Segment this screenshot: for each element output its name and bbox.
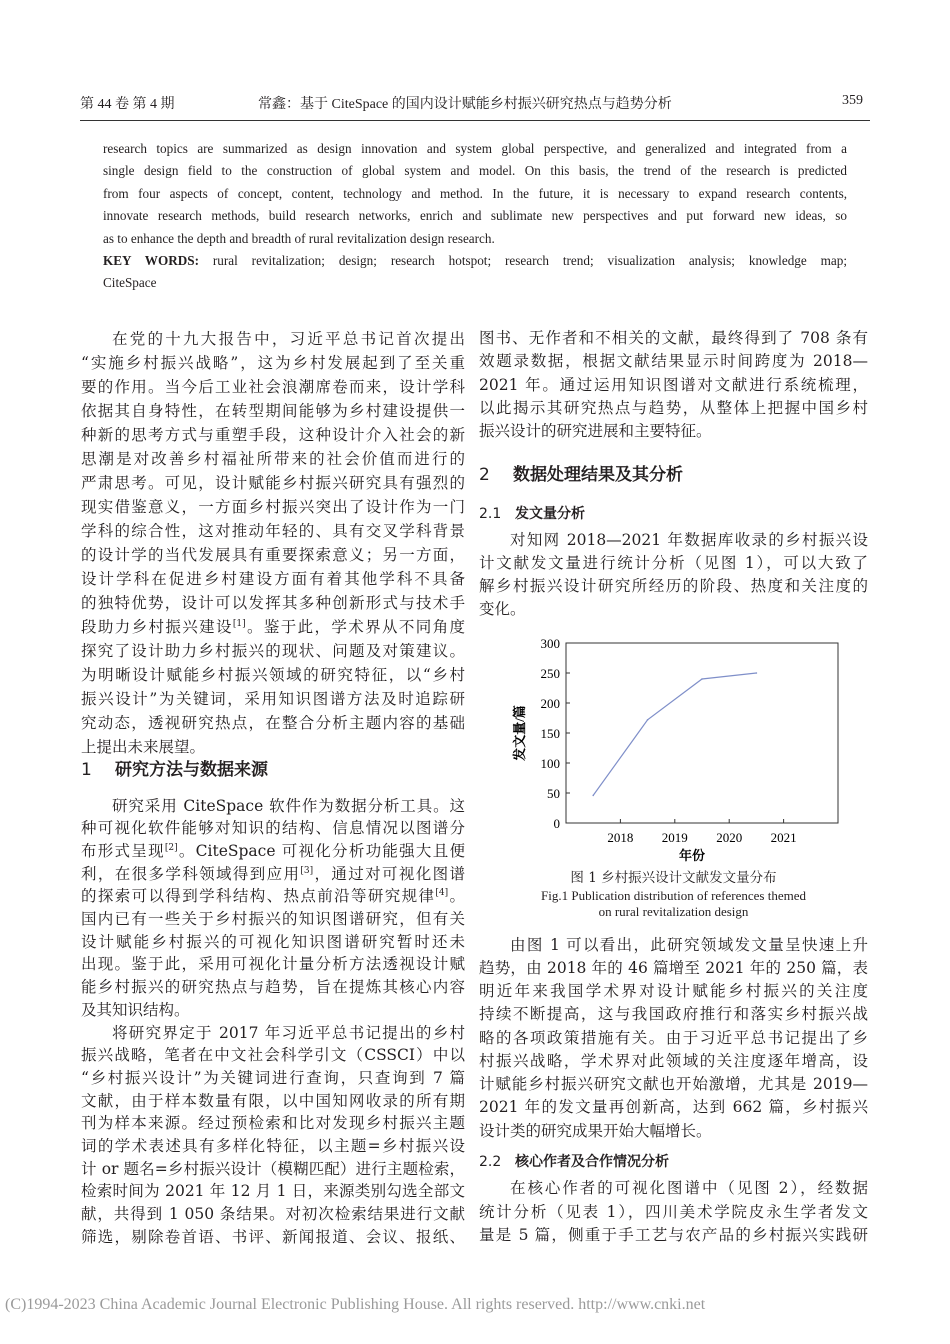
abstract-line: as to enhance the depth and breadth of rural revitalization design research. [103,230,495,246]
method-paragraphs [81,795,465,1249]
text-line: 计赋能乡村振兴研究文献也开始激增，尤其是 2019— [479,1075,868,1093]
text-line: 研究采用 CiteSpace 软件作为数据分析工具。这 [112,796,465,815]
citation-ref: [2] [164,842,178,853]
publication-paragraph [479,529,868,621]
text-segment: ，通过对可视化图谱 [313,864,465,883]
text-line: 能乡村振兴的研究热点与趋势，旨在提炼其核心内容 [81,978,465,997]
text-line: 上提出未来展望。 [81,738,206,756]
text-line [81,885,465,908]
text-line: 略的各项政策措施有关。由于习近平总书记提出了乡 [479,1028,868,1047]
text-line [81,615,465,639]
abstract-line: research topics are summarized as design innovation and system global perspective, and generalized and integrated from a [103,141,847,156]
y-tick-label: 0 [553,816,560,831]
copyright-footer: (C)1994-2023 China Academic Journal Electronic Publishing House. All rights reserved. http://www.cnki.net [5,1296,706,1313]
text-line: 探究了设计助力乡村振兴的现状、问题及对策建议。 [81,642,465,660]
subsection-title: 发文量分析 [515,506,585,522]
analysis-paragraph [479,934,868,1143]
text-segment: 。 [448,887,465,906]
text-line: 持续不断提高，这与我国政府推行和落实乡村振兴战 [479,1005,868,1024]
text-line: 种可视化软件能够对知识的结构、信息情况以图谱分 [81,819,465,838]
y-tick-label: 50 [547,786,560,801]
text-line: 计文献发文量进行统计分析（见图 1），可以大致了 [479,553,868,572]
abstract-line: innovate research methods, build research networks, enrich and sublimate new perspectives and put forward new ideas, so [103,208,847,224]
text-line: 振兴设计”为关键词，采用知识图谱方法及时追踪研 [81,690,465,708]
journal-issue: 第 44 卷 第 4 期 [80,97,175,112]
text-line: 振兴设计的研究进展和主要特征。 [479,422,712,441]
y-tick-label: 150 [540,726,560,741]
data-point [647,719,649,721]
running-title: 常鑫：基于 CiteSpace 的国内设计赋能乡村振兴研究热点与趋势分析 [258,97,672,112]
subsection-number: 2.2 [479,1154,502,1170]
text-segment: 利，在很多学科领域得到应用 [81,864,301,883]
text-line: 设计赋能乡村振兴的可视化知识图谱研究暂时还未 [81,932,465,951]
subsection-2-2-heading [479,1151,669,1171]
text-line: 以此揭示其研究热点与趋势，从整体上把握中国乡村 [479,398,868,417]
text-line: 思潮是对改善乡村福祉所带来的社会价值而进行的 [81,450,465,468]
text-line: 国内已有一些关于乡村振兴的知识图谱研究，但有关 [81,910,465,929]
y-tick-label: 300 [540,636,560,651]
citation-ref: [3] [300,865,314,876]
abstract-line: single design field to the construction of global system and model. On this basis, the trend of the research is predicted [103,163,847,179]
text-line: 解乡村振兴设计研究所经历的阶段、热度和关注度的 [479,576,868,595]
text-line: 村振兴战略，学术界对此领域的关注度逐年增高，设 [479,1051,868,1070]
text-line: 要的作用。当今后工业社会浪潮席卷而来，设计学科 [81,378,465,396]
x-tick-label: 2018 [607,830,634,845]
section-title: 数据处理结果及其分析 [513,465,683,485]
citation-ref: [4] [435,888,449,899]
text-line: 文献，由于样本数量有限，以中国知网收录的所有期 [81,1091,465,1110]
text-line: 及其知识结构。 [81,1000,190,1019]
text-line: 设计类的研究成果开始大幅增长。 [479,1121,712,1140]
text-line: 献，共得到 1 050 条结果。对初次检索结果进行文献 [81,1205,465,1224]
x-axis-label: 年份 [678,848,706,863]
text-segment: 。鉴于此，学术界从不同角度 [245,618,465,636]
subsection-2-1-heading [479,503,585,523]
page-number: 359 [842,93,863,108]
section-1-heading [81,755,268,780]
text-line: “乡村振兴设计”为关键词进行查询，只查询到 7 篇 [81,1068,465,1087]
text-line: 的设计学的当代发展具有重要探索意义；另一方面， [81,546,465,564]
section-2-heading [479,460,683,485]
citation-ref: [1] [232,619,246,629]
data-point [592,795,594,797]
section-number: 2 [479,465,490,485]
series-line [593,673,756,795]
keywords-label: KEY WORDS: [103,253,199,269]
y-tick-label: 100 [540,756,560,771]
text-line: 对知网 2018—2021 年数据库收录的乡村振兴设 [510,530,868,549]
section-title: 研究方法与数据来源 [115,760,268,780]
text-line [81,840,465,863]
keywords-text: rural revitalization; design; research hotspot; research trend; visualization analysis; knowledge map; [198,253,848,269]
x-tick-label: 2020 [716,830,743,845]
header-rule [80,120,870,121]
text-line: 效题录数据，根据文献结果显示时间跨度为 2018— [479,352,868,371]
subsection-number: 2.1 [479,506,502,522]
text-line: 在党的十九大报告中，习近平总书记首次提出 [112,330,465,348]
continued-paragraph [479,327,868,443]
text-line: 由图 1 可以看出，此研究领域发文量呈快速上升 [510,935,868,954]
y-tick-label: 200 [540,696,560,711]
y-axis-label: 发文量/篇 [512,705,527,761]
figure-caption-en-cont: on rural revitalization design [598,904,749,919]
text-line: 检索时间为 2021 年 12 月 1 日，来源类别勾选全部文 [81,1182,465,1201]
text-line: 词的学术表述具有多样化特征，以主题=乡村振兴设 [81,1137,465,1156]
section-number: 1 [81,760,92,780]
keywords-cont: CiteSpace [103,275,157,291]
plot-frame [566,643,838,823]
text-line: 筛选，剔除卷首语、书评、新闻报道、会议、报纸、 [81,1227,465,1246]
text-line: 2021 年的发文量再创新高，达到 662 篇，乡村振兴 [479,1098,868,1117]
text-segment: 布形式呈现 [81,841,165,860]
text-line: 在核心作者的可视化图谱中（见图 2），经数据 [510,1179,868,1197]
text-line: 变化。 [479,599,526,618]
x-tick-label: 2019 [661,830,688,845]
text-line: 出现。鉴于此，采用可视化计量分析方法透视设计赋 [81,955,465,974]
text-line: 刊为样本来源。经过预检索和比对发现乡村振兴主题 [81,1114,465,1133]
text-segment: 。CiteSpace 可视化分析功能强大且便 [177,841,465,860]
text-line: 统计分析（见表 1），四川美术学院皮永生学者发文 [479,1202,868,1221]
text-line: 趋势，由 2018 年的 46 篇增至 2021 年的 250 篇，表 [479,958,868,977]
text-line: 严肃思考。可见，设计赋能乡村振兴研究具有强烈的 [81,474,465,492]
data-point [701,678,703,680]
text-line: 振兴战略，笔者在中文社会科学引文（CSSCI）中以 [81,1046,465,1065]
x-tick-label: 2021 [770,830,797,845]
text-line: 究动态，透视研究热点，在整合分析主题内容的基础 [81,714,465,732]
abstract-line: from four aspects of concept, content, technology and method. In the future, it is necessary to expand research contents, [103,185,847,201]
author-paragraph [479,1177,868,1248]
text-line: 将研究界定于 2017 年习近平总书记提出的乡村 [112,1023,465,1042]
text-segment: 的探索可以得到学科结构、热点前沿等研究规律 [81,887,436,906]
text-line [81,863,465,886]
keywords [103,250,847,272]
text-line: 依据其自身特性，在转型期间能够为乡村建设提供一 [81,402,465,420]
subsection-title: 核心作者及合作情况分析 [515,1154,669,1170]
text-segment: 段助力乡村振兴建设 [81,618,233,636]
intro-paragraphs [81,327,465,759]
text-line: 2021 年。通过运用知识图谱对文献进行系统梳理， [479,375,868,394]
text-line: 图书、无作者和不相关的文献，最终得到了 708 条有 [479,329,868,347]
text-line: 明近年来我国学术界对设计赋能乡村振兴的关注度 [479,982,868,1000]
english-abstract [103,138,847,295]
data-point [756,672,758,674]
text-line: 现实借鉴意义，一方面乡村振兴突出了设计作为一门 [81,498,465,516]
text-line: “实施乡村振兴战略”，这为乡村发展起到了至关重 [81,354,465,372]
text-line: 种新的思考方式与重塑手段，这种设计介入社会的新 [81,426,465,444]
text-line: 学科的综合性，这对推动年轻的、具有交叉学科背景 [81,522,465,540]
text-line: 量是 5 篇，侧重于手工艺与农产品的乡村振兴实践研 [479,1226,868,1244]
y-tick-label: 250 [540,666,560,681]
text-line: 的独特优势，设计可以发挥其多种创新形式与技术手 [81,594,465,612]
text-line: 设计学科在促进乡村建设方面有着其他学科不具备 [81,570,465,588]
text-line: 计 or 题名=乡村振兴设计（模糊匹配）进行主题检索， [81,1159,465,1178]
text-line: 为明晰设计赋能乡村振兴领域的研究特征，以“乡村 [81,666,465,684]
publication-line-chart [490,630,850,863]
figure-caption-en: Fig.1 Publication distribution of references themed [541,888,806,903]
figure-caption-cn: 图 1 乡村振兴设计文献发文量分布 [570,870,777,886]
